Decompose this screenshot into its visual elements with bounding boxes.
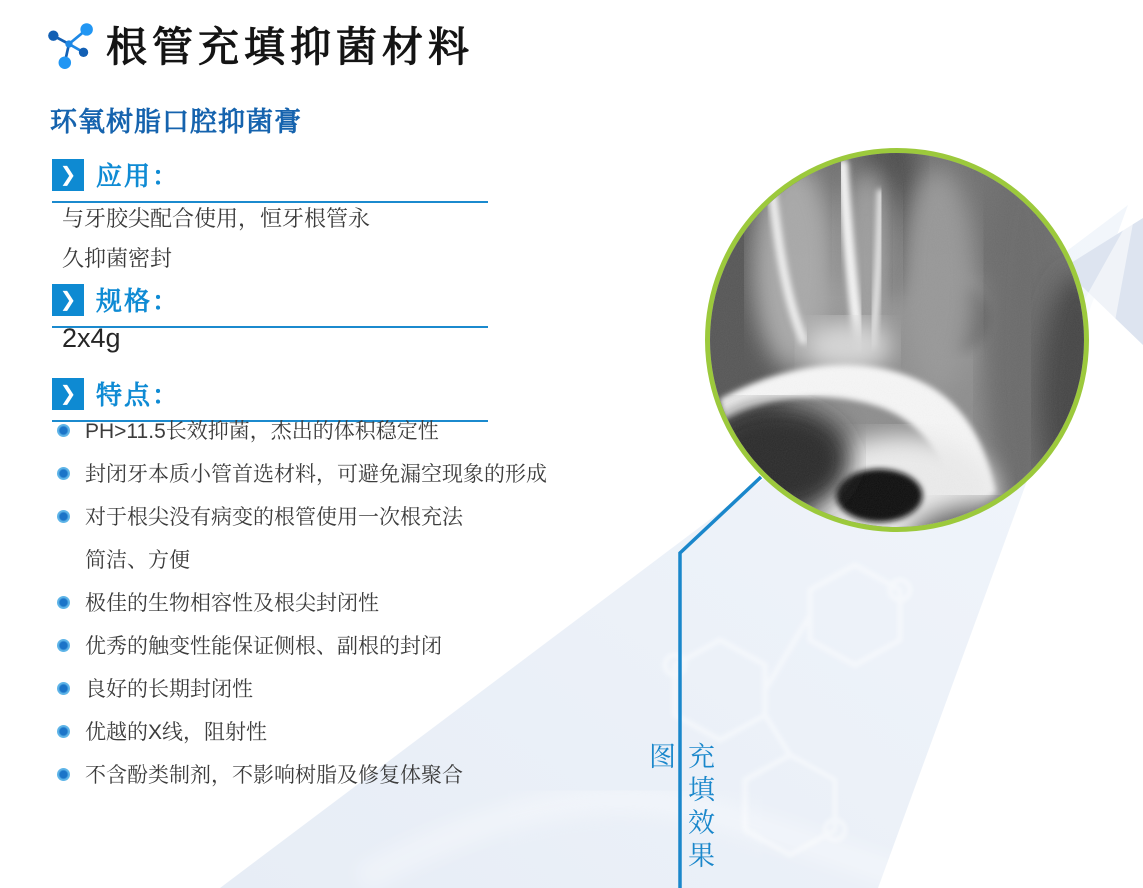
section-application [52, 156, 488, 203]
bullet-icon [57, 682, 70, 695]
bullet-icon [57, 768, 70, 781]
figure-caption: 充填效果图 [645, 742, 714, 874]
feature-item [57, 420, 587, 443]
product-subtitle: 环氧树脂口腔抑菌膏 [50, 107, 302, 137]
feature-text: PH>11.5长效抑菌，杰出的体积稳定性 [85, 420, 439, 443]
feature-item [57, 764, 587, 787]
feature-item [57, 721, 587, 744]
feature-item [57, 549, 587, 572]
bullet-icon [57, 725, 70, 738]
feature-item [57, 506, 587, 529]
xray-image [710, 153, 1084, 527]
feature-text: 对于根尖没有病变的根管使用一次根充法 [85, 506, 463, 529]
section-spec-label: 规格： [96, 286, 181, 316]
bullet-icon [57, 596, 70, 609]
section-features [52, 375, 488, 422]
section-features-header [52, 375, 488, 422]
bullet-icon [57, 467, 70, 480]
section-features-label: 特点： [96, 380, 181, 410]
feature-text: 良好的长期封闭性 [85, 678, 253, 701]
bullet-icon [57, 424, 70, 437]
feature-text: 优越的X线，阻射性 [85, 721, 268, 744]
chevron-icon: ❯ [52, 378, 84, 410]
bullet-icon [57, 639, 70, 652]
bullet-icon [57, 510, 70, 523]
spec-value: 2x4g [62, 323, 121, 353]
feature-text: 不含酚类制剂，不影响树脂及修复体聚合 [85, 764, 463, 787]
feature-text: 封闭牙本质小管首选材料，可避免漏空现象的形成 [85, 463, 547, 486]
application-body-text: 与牙胶尖配合使用，恒牙根管永久抑菌密封 [62, 206, 371, 271]
section-application-label: 应用： [96, 161, 181, 191]
page-header [44, 14, 474, 73]
features-list [57, 420, 587, 807]
feature-item [57, 592, 587, 615]
feature-item [57, 463, 587, 486]
feature-item [57, 635, 587, 658]
page-title: 根管充填抑菌材料 [106, 24, 474, 70]
chevron-icon: ❯ [52, 284, 84, 316]
section-spec [52, 281, 488, 328]
feature-text: 优秀的触变性能保证侧根、副根的封闭 [85, 635, 442, 658]
feature-text: 极佳的生物相容性及根尖封闭性 [85, 592, 379, 615]
section-spec-header [52, 281, 488, 328]
molecule-icon [44, 18, 96, 70]
section-application-header [52, 156, 488, 203]
feature-item [57, 678, 587, 701]
chevron-icon: ❯ [52, 159, 84, 191]
feature-text: 简洁、方便 [85, 549, 190, 572]
xray-figure [705, 148, 1089, 532]
